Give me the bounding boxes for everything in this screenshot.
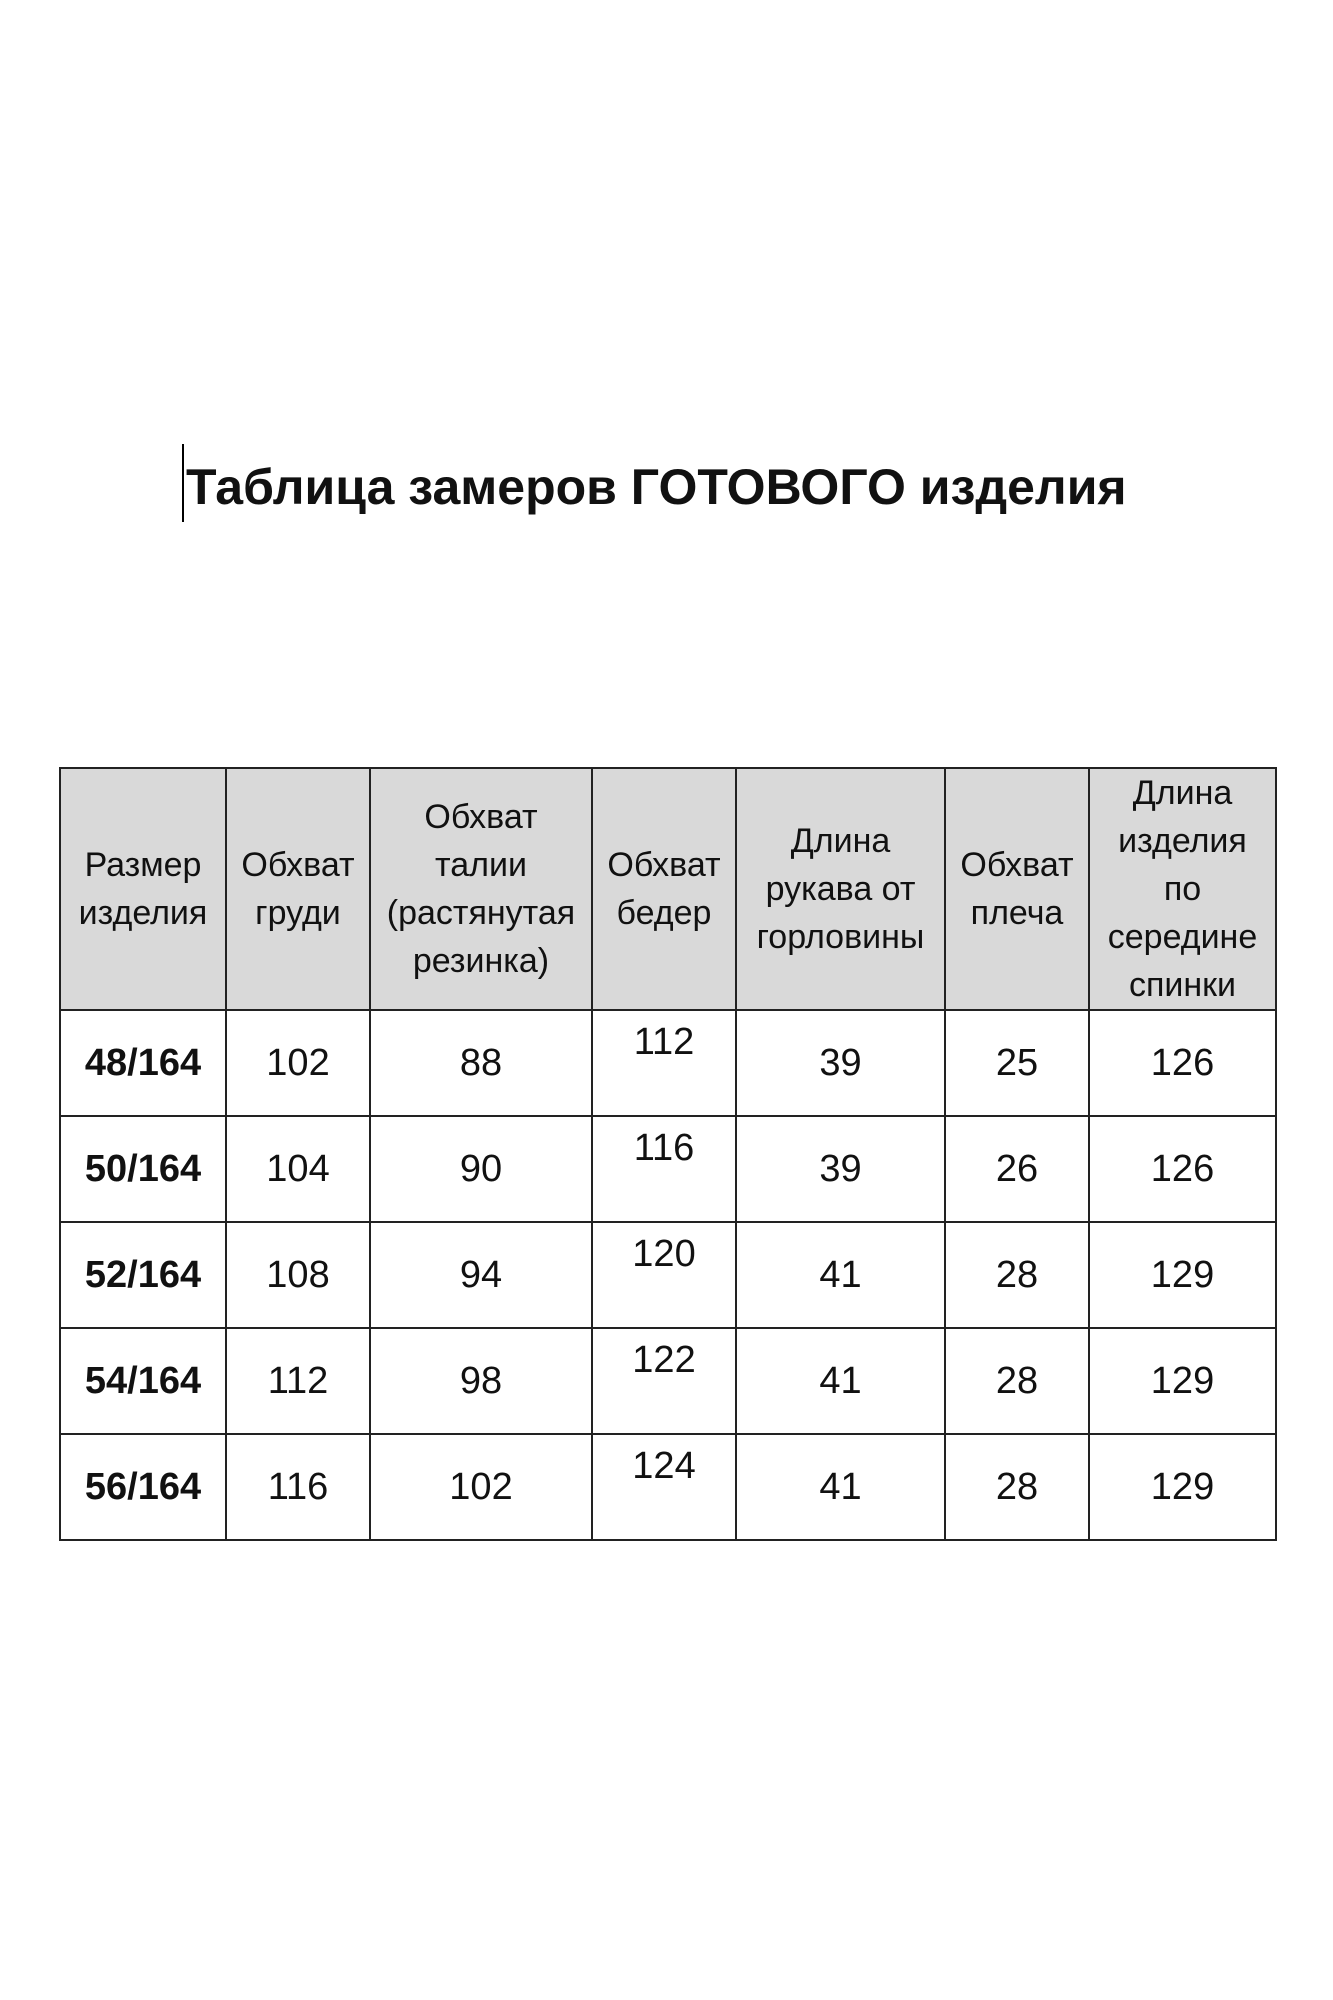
header-chest: Обхват груди <box>226 768 370 1010</box>
table-row <box>60 1222 1276 1328</box>
header-sleeve-length: Длина рукава от горловины <box>736 768 945 1010</box>
sleeve-length-cell: 41 <box>736 1434 945 1540</box>
page-title: Таблица замеров ГОТОВОГО изделия <box>186 459 1127 515</box>
product-length-cell: 126 <box>1089 1010 1276 1116</box>
waist-cell: 98 <box>370 1328 592 1434</box>
sleeve-length-cell: 41 <box>736 1222 945 1328</box>
hips-cell: 124 <box>592 1434 736 1540</box>
chest-cell: 104 <box>226 1116 370 1222</box>
hips-cell: 120 <box>592 1222 736 1328</box>
size-cell: 54/164 <box>60 1328 226 1434</box>
header-waist: Обхват талии (растянутая резинка) <box>370 768 592 1010</box>
table-body <box>60 1010 1276 1540</box>
shoulder-cell: 28 <box>945 1328 1089 1434</box>
product-length-cell: 129 <box>1089 1328 1276 1434</box>
shoulder-cell: 28 <box>945 1222 1089 1328</box>
waist-cell: 94 <box>370 1222 592 1328</box>
hips-cell: 122 <box>592 1328 736 1434</box>
size-cell: 50/164 <box>60 1116 226 1222</box>
table-row <box>60 1328 1276 1434</box>
product-length-cell: 129 <box>1089 1434 1276 1540</box>
hips-cell: 112 <box>592 1010 736 1116</box>
chest-cell: 116 <box>226 1434 370 1540</box>
sleeve-length-cell: 41 <box>736 1328 945 1434</box>
size-cell: 48/164 <box>60 1010 226 1116</box>
sleeve-length-cell: 39 <box>736 1010 945 1116</box>
text-cursor <box>182 444 184 522</box>
table-header <box>60 768 1276 1010</box>
header-size: Размер изделия <box>60 768 226 1010</box>
sleeve-length-cell: 39 <box>736 1116 945 1222</box>
table-row <box>60 1116 1276 1222</box>
table-row <box>60 1434 1276 1540</box>
chest-cell: 108 <box>226 1222 370 1328</box>
shoulder-cell: 26 <box>945 1116 1089 1222</box>
size-cell: 56/164 <box>60 1434 226 1540</box>
chest-cell: 102 <box>226 1010 370 1116</box>
size-table <box>59 767 1277 1541</box>
waist-cell: 102 <box>370 1434 592 1540</box>
header-row <box>60 768 1276 1010</box>
shoulder-cell: 25 <box>945 1010 1089 1116</box>
table-row <box>60 1010 1276 1116</box>
waist-cell: 88 <box>370 1010 592 1116</box>
product-length-cell: 126 <box>1089 1116 1276 1222</box>
waist-cell: 90 <box>370 1116 592 1222</box>
product-length-cell: 129 <box>1089 1222 1276 1328</box>
chest-cell: 112 <box>226 1328 370 1434</box>
header-product-length: Длина изделия по середине спинки <box>1089 768 1276 1010</box>
shoulder-cell: 28 <box>945 1434 1089 1540</box>
size-cell: 52/164 <box>60 1222 226 1328</box>
header-shoulder: Обхват плеча <box>945 768 1089 1010</box>
hips-cell: 116 <box>592 1116 736 1222</box>
header-hips: Обхват бедер <box>592 768 736 1010</box>
